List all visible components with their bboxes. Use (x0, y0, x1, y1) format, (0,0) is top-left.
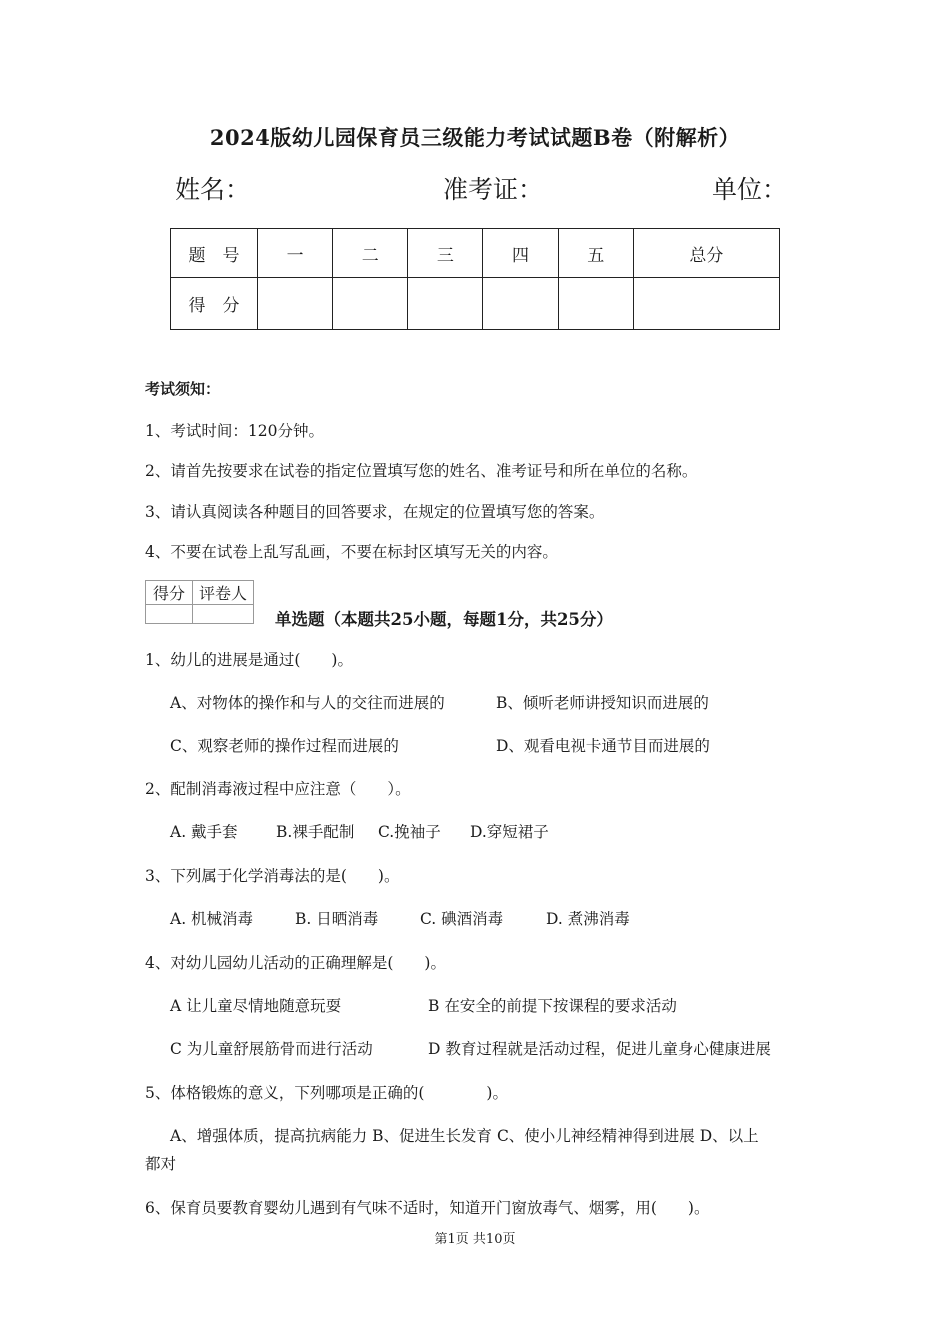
score-cell[interactable] (408, 278, 483, 330)
grader-name-cell[interactable] (193, 605, 254, 624)
option: C、观察老师的操作过程而进展的 (170, 737, 399, 755)
option: C 为儿童舒展筋骨而进行活动 (170, 1040, 373, 1058)
score-row-label: 得 分 (171, 278, 258, 330)
option: D.穿短裙子 (470, 823, 549, 841)
score-cell[interactable] (558, 278, 633, 330)
question-stem: 2、配制消毒液过程中应注意（ ）。 (145, 780, 411, 798)
name-label: 姓名： (175, 175, 251, 204)
score-table-header: 三 (408, 229, 483, 278)
option: A、对物体的操作和与人的交往而进展的 (170, 694, 445, 712)
option-line: A、增强体质，提高抗病能力 B、促进生长发育 C、使小儿神经精神得到进展 D、以上 (170, 1127, 759, 1145)
score-cell[interactable] (483, 278, 558, 330)
score-table-header: 一 (258, 229, 333, 278)
question-stem: 3、下列属于化学消毒法的是( )。 (145, 867, 400, 885)
grader-box (145, 580, 254, 624)
option: B. 日晒消毒 (295, 910, 379, 928)
question-stem: 4、对幼儿园幼儿活动的正确理解是( )。 (145, 954, 446, 972)
score-table-header: 二 (333, 229, 408, 278)
question-stem: 5、体格锻炼的意义，下列哪项是正确的( )。 (145, 1084, 508, 1102)
notice-heading: 考试须知： (145, 380, 221, 398)
score-table-header: 题 号 (171, 229, 258, 278)
option: C.挽袖子 (378, 823, 441, 841)
option: B、倾听老师讲授知识而进展的 (496, 694, 709, 712)
grader-score-label: 得分 (146, 581, 193, 605)
grader-score-cell[interactable] (146, 605, 193, 624)
score-cell[interactable] (333, 278, 408, 330)
notice-item: 4、不要在试卷上乱写乱画，不要在标封区填写无关的内容。 (145, 543, 558, 561)
notice-item: 3、请认真阅读各种题目的回答要求，在规定的位置填写您的答案。 (145, 503, 605, 521)
option: C. 碘酒消毒 (420, 910, 504, 928)
page-footer: 第1页 共10页 (434, 1232, 516, 1247)
question-stem: 6、保育员要教育婴幼儿遇到有气味不适时，知道开门窗放毒气、烟雾，用( )。 (145, 1199, 710, 1217)
option: D 教育过程就是活动过程，促进儿童身心健康进展 (428, 1040, 771, 1058)
section-title: 单选题（本题共25小题，每题1分，共25分） (275, 610, 613, 629)
option: B 在安全的前提下按课程的要求活动 (428, 997, 677, 1015)
score-cell[interactable] (633, 278, 779, 330)
option: A. 戴手套 (170, 823, 238, 841)
score-cell[interactable] (258, 278, 333, 330)
notice-item: 1、考试时间：120分钟。 (145, 422, 324, 440)
notice-item: 2、请首先按要求在试卷的指定位置填写您的姓名、准考证号和所在单位的名称。 (145, 462, 698, 480)
option: D、观看电视卡通节目而进展的 (496, 737, 710, 755)
question-stem: 1、幼儿的进展是通过( )。 (145, 651, 353, 669)
score-table-header: 四 (483, 229, 558, 278)
option: D. 煮沸消毒 (546, 910, 630, 928)
exam-id-label: 准考证： (443, 175, 544, 204)
score-table (170, 228, 780, 330)
score-table-header: 五 (558, 229, 633, 278)
option: A. 机械消毒 (170, 910, 254, 928)
option: A 让儿童尽情地随意玩耍 (170, 997, 342, 1015)
grader-name-label: 评卷人 (193, 581, 254, 605)
option-line: 都对 (145, 1155, 177, 1173)
option: B.裸手配制 (276, 823, 355, 841)
unit-label: 单位： (712, 175, 788, 204)
document-title: 2024版幼儿园保育员三级能力考试试题B卷（附解析） (209, 125, 741, 150)
score-table-header: 总分 (633, 229, 779, 278)
